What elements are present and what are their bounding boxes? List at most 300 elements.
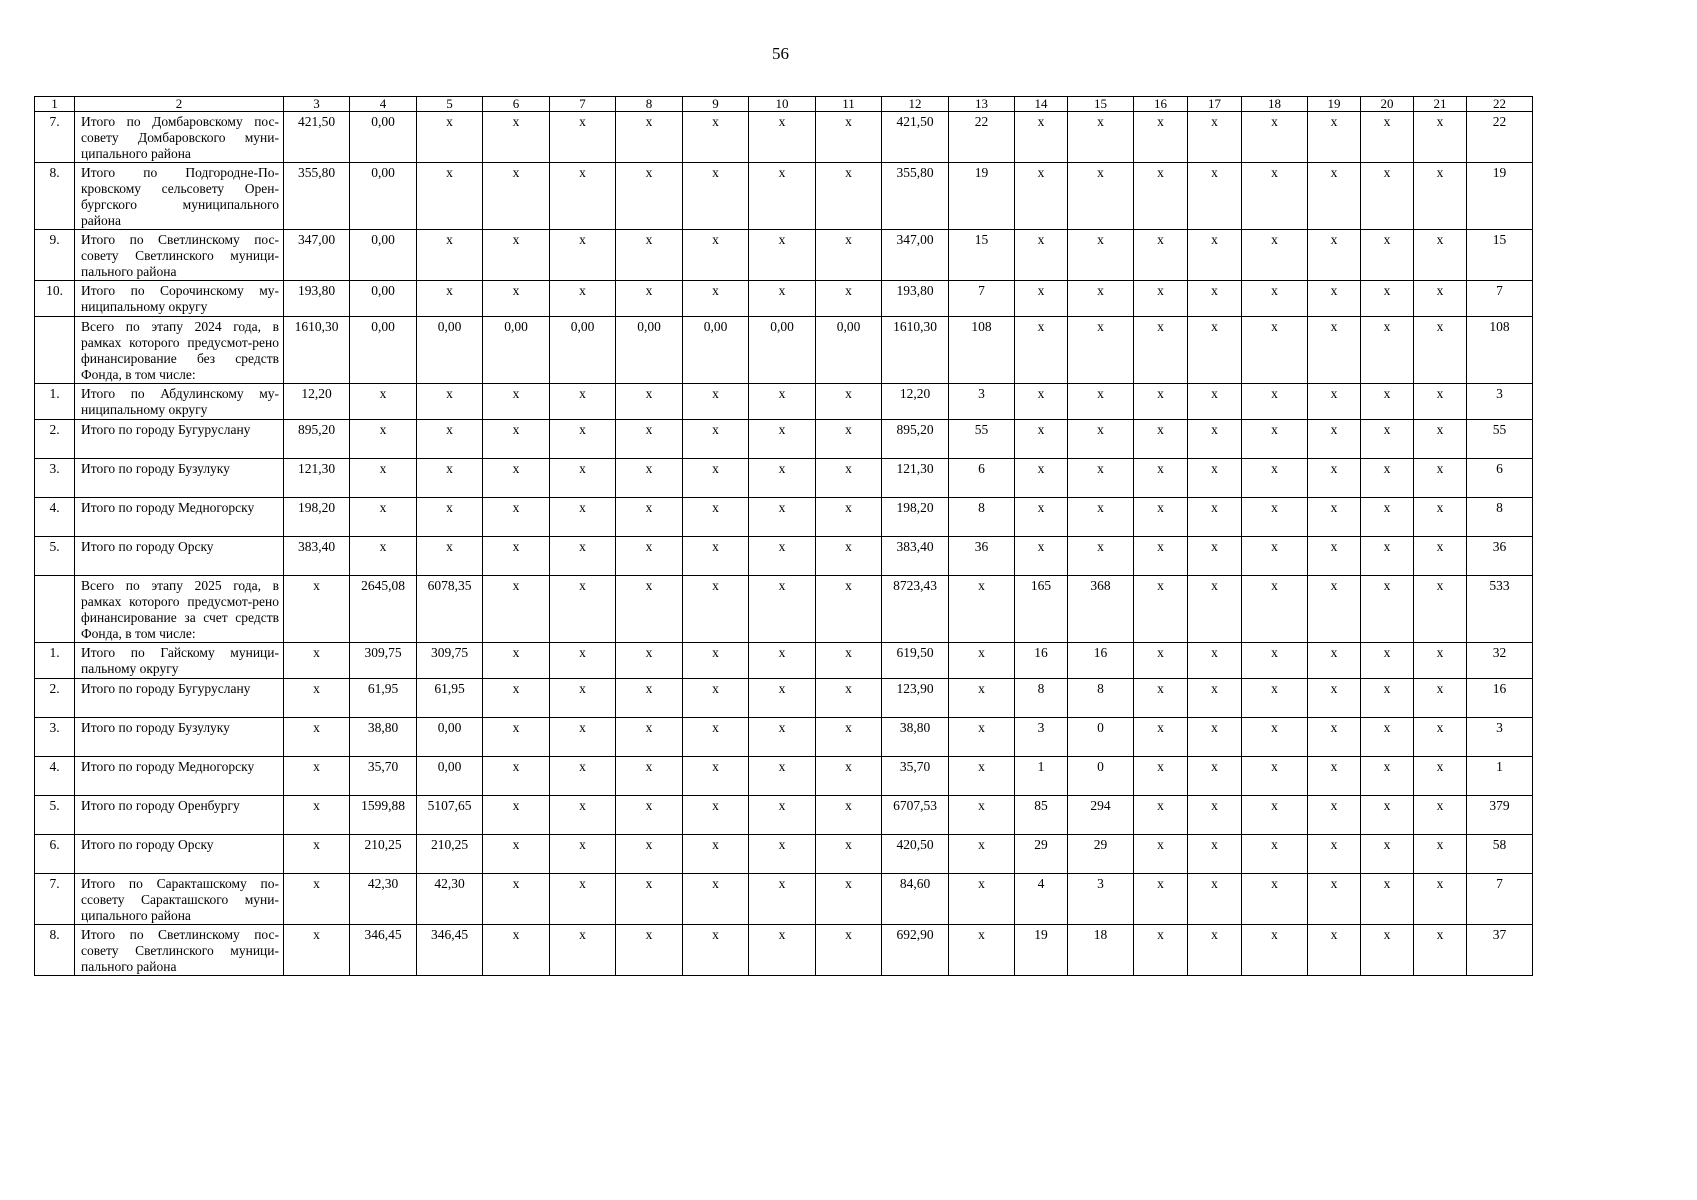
- table-cell: x: [550, 874, 616, 925]
- table-cell: 16: [1068, 643, 1134, 679]
- table-cell: x: [1015, 317, 1068, 384]
- row-number: 4.: [35, 757, 75, 796]
- table-cell: x: [1134, 317, 1188, 384]
- table-cell: 294: [1068, 796, 1134, 835]
- table-cell: x: [1361, 459, 1414, 498]
- page-number: 56: [772, 44, 789, 63]
- table-cell: x: [1242, 498, 1308, 537]
- table-cell: 309,75: [417, 643, 483, 679]
- table-cell: x: [1361, 317, 1414, 384]
- table-cell: x: [683, 498, 749, 537]
- table-cell: x: [350, 420, 417, 459]
- table-cell: 0,00: [417, 757, 483, 796]
- table-cell: x: [1068, 317, 1134, 384]
- table-cell: x: [816, 498, 882, 537]
- table-cell: x: [1188, 459, 1242, 498]
- table-cell: x: [816, 643, 882, 679]
- table-cell: x: [949, 679, 1015, 718]
- table-cell: 193,80: [882, 281, 949, 317]
- table-cell: x: [550, 384, 616, 420]
- table-cell: 3: [1467, 384, 1533, 420]
- table-cell: x: [1361, 874, 1414, 925]
- table-cell: x: [949, 925, 1015, 976]
- table-cell: x: [483, 718, 550, 757]
- table-cell: x: [1361, 757, 1414, 796]
- table-cell: x: [1308, 757, 1361, 796]
- column-number: 9: [683, 97, 749, 112]
- table-cell: x: [1188, 230, 1242, 281]
- table-cell: x: [1414, 230, 1467, 281]
- table-cell: x: [1015, 163, 1068, 230]
- row-number: 2.: [35, 679, 75, 718]
- table-cell: x: [749, 112, 816, 163]
- table-cell: x: [683, 925, 749, 976]
- table-cell: x: [683, 757, 749, 796]
- table-cell: x: [616, 679, 683, 718]
- row-number: 8.: [35, 163, 75, 230]
- table-cell: x: [1308, 679, 1361, 718]
- table-cell: x: [550, 576, 616, 643]
- table-cell: x: [417, 281, 483, 317]
- table-cell: x: [1361, 643, 1414, 679]
- table-cell: 35,70: [350, 757, 417, 796]
- column-number: 20: [1361, 97, 1414, 112]
- table-cell: x: [1068, 384, 1134, 420]
- table-cell: x: [749, 874, 816, 925]
- table-cell: x: [550, 643, 616, 679]
- table-cell: x: [1188, 874, 1242, 925]
- table-cell: 36: [1467, 537, 1533, 576]
- table-cell: x: [1361, 230, 1414, 281]
- table-cell: x: [1242, 537, 1308, 576]
- table-cell: 210,25: [350, 835, 417, 874]
- table-cell: 0,00: [350, 163, 417, 230]
- column-number: 16: [1134, 97, 1188, 112]
- table-cell: x: [483, 420, 550, 459]
- table-cell: x: [1134, 281, 1188, 317]
- table-cell: x: [1308, 796, 1361, 835]
- table-cell: x: [1361, 835, 1414, 874]
- column-number: 1: [35, 97, 75, 112]
- table-cell: 383,40: [882, 537, 949, 576]
- table-cell: x: [1308, 643, 1361, 679]
- row-label: Итого по городу Медногорску: [75, 757, 284, 796]
- row-number: 3.: [35, 718, 75, 757]
- table-cell: 1610,30: [882, 317, 949, 384]
- row-label: Итого по Подгородне-По-кровскому сельсовету Орен-бургского муниципального района: [75, 163, 284, 230]
- table-cell: x: [1015, 384, 1068, 420]
- table-cell: x: [1414, 384, 1467, 420]
- table-cell: x: [1068, 420, 1134, 459]
- table-row: [35, 925, 1533, 976]
- column-number: 4: [350, 97, 417, 112]
- table-cell: x: [417, 384, 483, 420]
- row-number: 2.: [35, 420, 75, 459]
- table-cell: x: [749, 757, 816, 796]
- table-cell: x: [1308, 925, 1361, 976]
- table-cell: x: [483, 537, 550, 576]
- column-number: 17: [1188, 97, 1242, 112]
- table-cell: x: [1134, 718, 1188, 757]
- table-cell: x: [1134, 835, 1188, 874]
- table-cell: 2645,08: [350, 576, 417, 643]
- table-cell: x: [1242, 718, 1308, 757]
- table-cell: x: [616, 498, 683, 537]
- row-label: Итого по Домбаровскому пос-советy Домбаровского муни-ципального района: [75, 112, 284, 163]
- table-cell: x: [1188, 757, 1242, 796]
- table-cell: x: [749, 384, 816, 420]
- table-cell: x: [683, 163, 749, 230]
- table-cell: x: [1134, 230, 1188, 281]
- table-cell: x: [284, 679, 350, 718]
- table-cell: 368: [1068, 576, 1134, 643]
- report-table: [34, 96, 1533, 976]
- table-cell: x: [483, 498, 550, 537]
- table-cell: 16: [1015, 643, 1068, 679]
- table-cell: x: [683, 679, 749, 718]
- table-cell: x: [616, 835, 683, 874]
- table-cell: x: [1134, 498, 1188, 537]
- row-number: 8.: [35, 925, 75, 976]
- table-cell: x: [949, 796, 1015, 835]
- table-cell: 0,00: [483, 317, 550, 384]
- table-row: [35, 112, 1533, 163]
- column-number: 14: [1015, 97, 1068, 112]
- column-number: 19: [1308, 97, 1361, 112]
- table-cell: x: [816, 874, 882, 925]
- table-cell: x: [683, 459, 749, 498]
- table-cell: x: [284, 835, 350, 874]
- table-row: [35, 230, 1533, 281]
- table-cell: x: [1068, 112, 1134, 163]
- table-cell: x: [683, 643, 749, 679]
- table-cell: x: [550, 163, 616, 230]
- table-cell: 16: [1467, 679, 1533, 718]
- table-cell: 3: [1015, 718, 1068, 757]
- table-cell: 22: [1467, 112, 1533, 163]
- row-number: 7.: [35, 874, 75, 925]
- column-number: 6: [483, 97, 550, 112]
- table-cell: x: [1242, 757, 1308, 796]
- row-number: 5.: [35, 537, 75, 576]
- table-cell: x: [483, 576, 550, 643]
- table-cell: x: [417, 537, 483, 576]
- table-cell: x: [1188, 643, 1242, 679]
- table-cell: x: [550, 420, 616, 459]
- table-cell: x: [1361, 537, 1414, 576]
- table-cell: 165: [1015, 576, 1068, 643]
- column-number: 13: [949, 97, 1015, 112]
- table-cell: x: [1242, 317, 1308, 384]
- table-cell: x: [483, 459, 550, 498]
- table-cell: x: [284, 925, 350, 976]
- table-row: [35, 459, 1533, 498]
- table-cell: 383,40: [284, 537, 350, 576]
- table-cell: x: [1308, 459, 1361, 498]
- table-cell: 36: [949, 537, 1015, 576]
- table-row: [35, 317, 1533, 384]
- table-cell: x: [616, 757, 683, 796]
- table-cell: x: [749, 796, 816, 835]
- table-cell: 8: [1068, 679, 1134, 718]
- table-cell: x: [1134, 679, 1188, 718]
- table-cell: x: [1414, 281, 1467, 317]
- table-cell: x: [550, 112, 616, 163]
- table-cell: 198,20: [882, 498, 949, 537]
- table-cell: 8: [1467, 498, 1533, 537]
- table-row: [35, 718, 1533, 757]
- table-cell: x: [483, 643, 550, 679]
- table-cell: x: [1242, 230, 1308, 281]
- table-cell: 7: [1467, 281, 1533, 317]
- table-cell: x: [284, 718, 350, 757]
- table-cell: x: [550, 230, 616, 281]
- table-cell: x: [683, 874, 749, 925]
- table-cell: x: [1134, 459, 1188, 498]
- column-number: 21: [1414, 97, 1467, 112]
- table-cell: 210,25: [417, 835, 483, 874]
- table-cell: 0: [1068, 718, 1134, 757]
- table-body: [35, 97, 1533, 976]
- table-cell: x: [749, 835, 816, 874]
- table-cell: x: [749, 459, 816, 498]
- table-cell: x: [1188, 796, 1242, 835]
- table-cell: x: [1015, 112, 1068, 163]
- table-cell: x: [1188, 384, 1242, 420]
- table-cell: x: [1188, 163, 1242, 230]
- table-cell: x: [683, 230, 749, 281]
- table-cell: 37: [1467, 925, 1533, 976]
- table-cell: x: [1308, 281, 1361, 317]
- table-cell: 895,20: [284, 420, 350, 459]
- table-cell: x: [1414, 874, 1467, 925]
- table-cell: 533: [1467, 576, 1533, 643]
- table-cell: x: [616, 576, 683, 643]
- table-cell: 0,00: [350, 112, 417, 163]
- table-cell: x: [616, 281, 683, 317]
- table-cell: x: [749, 230, 816, 281]
- table-cell: 3: [1068, 874, 1134, 925]
- table-cell: 5107,65: [417, 796, 483, 835]
- table-cell: x: [816, 576, 882, 643]
- column-number: 22: [1467, 97, 1533, 112]
- table-cell: 15: [1467, 230, 1533, 281]
- table-cell: 6078,35: [417, 576, 483, 643]
- table-cell: x: [683, 718, 749, 757]
- table-cell: x: [1134, 757, 1188, 796]
- table-cell: x: [1242, 576, 1308, 643]
- table-cell: x: [1134, 925, 1188, 976]
- table-row: [35, 757, 1533, 796]
- table-cell: x: [1361, 796, 1414, 835]
- table-cell: x: [1414, 796, 1467, 835]
- table-cell: x: [816, 281, 882, 317]
- table-cell: x: [1134, 537, 1188, 576]
- table-row: [35, 537, 1533, 576]
- table-cell: x: [616, 112, 683, 163]
- table-cell: x: [816, 796, 882, 835]
- table-cell: x: [1242, 281, 1308, 317]
- table-cell: x: [1015, 281, 1068, 317]
- table-cell: 619,50: [882, 643, 949, 679]
- table-cell: x: [483, 835, 550, 874]
- table-cell: 58: [1467, 835, 1533, 874]
- row-number: 3.: [35, 459, 75, 498]
- row-label: Итого по городу Оренбургу: [75, 796, 284, 835]
- table-cell: x: [1134, 384, 1188, 420]
- table-row: [35, 874, 1533, 925]
- table-cell: x: [616, 796, 683, 835]
- table-cell: x: [949, 757, 1015, 796]
- table-cell: x: [1188, 537, 1242, 576]
- table-row: [35, 420, 1533, 459]
- table-cell: 108: [949, 317, 1015, 384]
- table-cell: x: [1188, 112, 1242, 163]
- table-cell: x: [1308, 498, 1361, 537]
- table-cell: 108: [1467, 317, 1533, 384]
- row-label: Итого по городу Орску: [75, 835, 284, 874]
- table-cell: x: [749, 643, 816, 679]
- table-cell: 309,75: [350, 643, 417, 679]
- table-cell: 29: [1068, 835, 1134, 874]
- table-cell: 42,30: [350, 874, 417, 925]
- table-cell: x: [1414, 459, 1467, 498]
- column-number: 12: [882, 97, 949, 112]
- table-cell: 29: [1015, 835, 1068, 874]
- table-cell: x: [1242, 459, 1308, 498]
- table-row: [35, 643, 1533, 679]
- row-number: 6.: [35, 835, 75, 874]
- table-cell: x: [1308, 317, 1361, 384]
- table-cell: x: [949, 643, 1015, 679]
- table-cell: x: [1361, 384, 1414, 420]
- row-label: Итого по Сорочинскому му-ниципальному округу: [75, 281, 284, 317]
- table-cell: x: [1361, 281, 1414, 317]
- table-cell: 19: [1467, 163, 1533, 230]
- table-cell: x: [483, 112, 550, 163]
- table-cell: x: [683, 281, 749, 317]
- table-cell: 0,00: [350, 230, 417, 281]
- table-cell: x: [483, 384, 550, 420]
- table-row: [35, 281, 1533, 317]
- table-cell: x: [616, 925, 683, 976]
- table-cell: x: [550, 718, 616, 757]
- table-cell: x: [417, 498, 483, 537]
- table-cell: 347,00: [284, 230, 350, 281]
- row-number: 1.: [35, 384, 75, 420]
- table-cell: x: [1188, 420, 1242, 459]
- table-cell: x: [1414, 576, 1467, 643]
- table-cell: 84,60: [882, 874, 949, 925]
- row-label: Всего по этапу 2024 года, в рамках которого предусмот-рено финансирование без средств Фонда, в том числе:: [75, 317, 284, 384]
- table-cell: x: [949, 874, 1015, 925]
- table-cell: x: [1068, 498, 1134, 537]
- table-cell: x: [1015, 420, 1068, 459]
- row-label: Итого по городу Медногорску: [75, 498, 284, 537]
- table-cell: x: [483, 230, 550, 281]
- row-label: Итого по городу Бузулуку: [75, 718, 284, 757]
- row-number: 9.: [35, 230, 75, 281]
- table-cell: x: [616, 163, 683, 230]
- table-cell: x: [483, 925, 550, 976]
- table-cell: x: [1068, 230, 1134, 281]
- table-cell: x: [616, 718, 683, 757]
- table-cell: x: [350, 384, 417, 420]
- table-cell: x: [350, 498, 417, 537]
- table-cell: x: [616, 230, 683, 281]
- table-cell: x: [550, 835, 616, 874]
- table-cell: x: [949, 835, 1015, 874]
- table-cell: x: [749, 163, 816, 230]
- table-cell: 55: [1467, 420, 1533, 459]
- table-cell: x: [1068, 537, 1134, 576]
- row-label: Всего по этапу 2025 года, в рамках которого предусмот-рено финансирование за счет средств Фонда, в том числе:: [75, 576, 284, 643]
- row-number: 5.: [35, 796, 75, 835]
- table-cell: x: [1015, 537, 1068, 576]
- table-cell: x: [1414, 643, 1467, 679]
- table-cell: 8723,43: [882, 576, 949, 643]
- column-number: 18: [1242, 97, 1308, 112]
- table-cell: 6707,53: [882, 796, 949, 835]
- table-cell: x: [1361, 718, 1414, 757]
- table-cell: 121,30: [882, 459, 949, 498]
- table-cell: x: [1308, 835, 1361, 874]
- table-cell: x: [1015, 498, 1068, 537]
- table-cell: x: [1361, 925, 1414, 976]
- table-cell: x: [550, 796, 616, 835]
- table-cell: 0,00: [816, 317, 882, 384]
- table-cell: 0,00: [683, 317, 749, 384]
- header-row: [35, 97, 1533, 112]
- table-cell: x: [483, 679, 550, 718]
- table-cell: x: [1188, 835, 1242, 874]
- table-cell: 42,30: [417, 874, 483, 925]
- table-cell: x: [284, 757, 350, 796]
- table-cell: x: [1134, 796, 1188, 835]
- column-number: 2: [75, 97, 284, 112]
- table-cell: 15: [949, 230, 1015, 281]
- table-cell: 19: [949, 163, 1015, 230]
- table-cell: x: [417, 163, 483, 230]
- table-cell: x: [816, 384, 882, 420]
- table-cell: x: [1308, 576, 1361, 643]
- table-cell: x: [1068, 281, 1134, 317]
- table-cell: x: [1188, 679, 1242, 718]
- table-cell: x: [550, 459, 616, 498]
- table-cell: x: [683, 796, 749, 835]
- table-cell: 346,45: [350, 925, 417, 976]
- table-cell: x: [749, 498, 816, 537]
- table-cell: x: [1308, 537, 1361, 576]
- column-number: 5: [417, 97, 483, 112]
- table-cell: x: [350, 537, 417, 576]
- table-cell: x: [1068, 459, 1134, 498]
- table-cell: x: [683, 576, 749, 643]
- table-cell: x: [1414, 757, 1467, 796]
- row-label: Итого по Гайскому муници-пальному округу: [75, 643, 284, 679]
- table-cell: 121,30: [284, 459, 350, 498]
- table-cell: x: [816, 757, 882, 796]
- table-cell: x: [1308, 384, 1361, 420]
- table-cell: 347,00: [882, 230, 949, 281]
- table-cell: x: [816, 163, 882, 230]
- table-cell: x: [749, 925, 816, 976]
- table-cell: 22: [949, 112, 1015, 163]
- table-cell: x: [550, 537, 616, 576]
- table-cell: x: [1188, 925, 1242, 976]
- table-cell: x: [1242, 874, 1308, 925]
- table-cell: 8: [949, 498, 1015, 537]
